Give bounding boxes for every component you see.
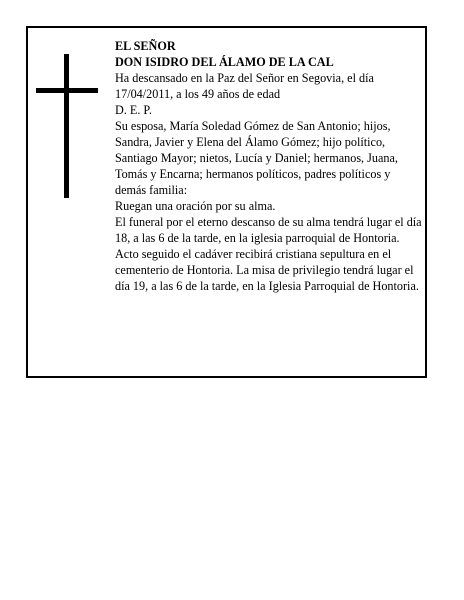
deceased-name: DON ISIDRO DEL ÁLAMO DE LA CAL: [115, 55, 334, 69]
prayer-request: Ruegan una oración por su alma.: [115, 199, 276, 213]
family-list: Su esposa, María Soledad Gómez de San Antonio; hijos, Sandra, Javier y Elena del Álamo Gómez; hijo político, Santiago Mayor; nietos, Lucía y Daniel; hermanos, Juana, Tomás y Encarna; hermanos políticos, padres políticos y demás familia:: [115, 119, 398, 197]
cross-horizontal-bar: [36, 88, 98, 93]
rip-abbreviation: D. E. P.: [115, 103, 152, 117]
obituary-text: [115, 38, 423, 294]
heading-title: EL SEÑOR: [115, 39, 176, 53]
cross-vertical-bar: [64, 54, 69, 198]
funeral-details: El funeral por el eterno descanso de su alma tendrá lugar el día 18, a las 6 de la tarde, en la iglesia parroquial de Hontoria. Acto seguido el cadáver recibirá cristiana sepultura en el cementerio de Hontoria. La misa de privilegio tendrá lugar el día 19, a las 6 de la tarde, en la Iglesia Parroquial de Hontoria.: [115, 215, 422, 293]
cross-icon: [36, 54, 98, 198]
death-statement: Ha descansado en la Paz del Señor en Segovia, el día 17/04/2011, a los 49 años de edad: [115, 71, 374, 101]
